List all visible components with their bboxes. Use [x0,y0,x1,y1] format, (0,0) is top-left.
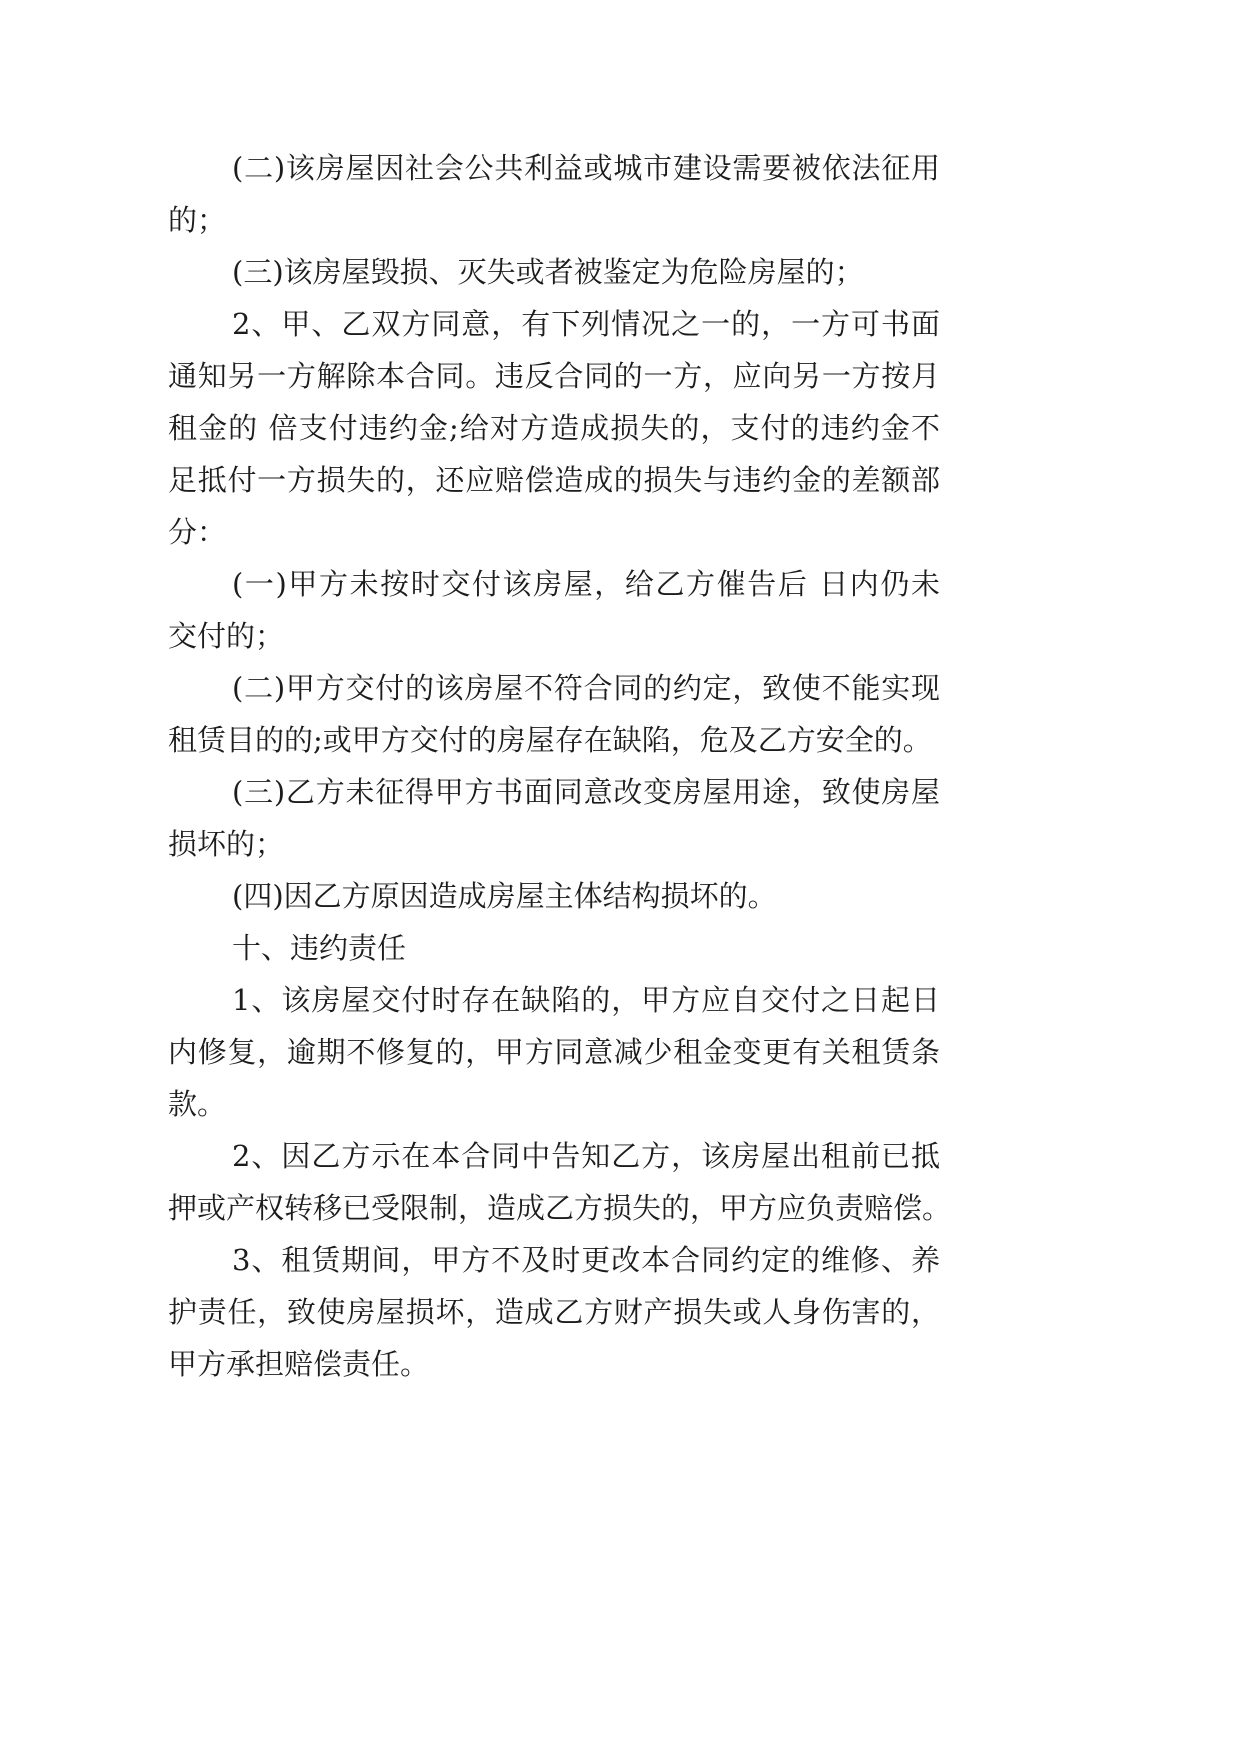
paragraph [168,662,1241,766]
text-line: 1、该房屋交付时存在缺陷的，甲方应自交付之日起日 [232,983,940,1017]
text-line: 租金的 倍支付违约金;给对方造成损失的，支付的违约金不 [168,411,940,445]
section-heading [168,922,1241,974]
paragraph [168,142,1241,246]
paragraph [168,974,1241,1130]
text-line: 损坏的； [168,827,285,861]
section-heading-text: 十、违约责任 [232,931,407,965]
paragraph [168,1130,1241,1234]
text-line: 内修复，逾期不修复的，甲方同意减少租金变更有关租赁条 [168,1035,940,1069]
paragraph [168,558,1241,662]
paragraph [168,766,1241,870]
text-line: (二)甲方交付的该房屋不符合同的约定，致使不能实现 [232,671,940,705]
text-line: 3、租赁期间，甲方不及时更改本合同约定的维修、养 [232,1243,940,1277]
text-line: 款。 [168,1087,227,1121]
text-line: 2、因乙方示在本合同中告知乙方，该房屋出租前已抵 [232,1139,940,1173]
text-line: (三)该房屋毁损、灭失或者被鉴定为危险房屋的； [232,255,864,289]
paragraph [168,1234,1241,1390]
text-line: (二)该房屋因社会公共利益或城市建设需要被依法征用 [232,151,940,185]
text-line: 的； [168,203,227,237]
text-line: 交付的； [168,619,285,653]
text-line: 通知另一方解除本合同。违反合同的一方，应向另一方按月 [168,359,940,393]
text-line: (四)因乙方原因造成房屋主体结构损坏的。 [232,879,777,913]
text-line: 租赁目的的;或甲方交付的房屋存在缺陷，危及乙方安全的。 [168,723,932,757]
paragraph [168,870,1241,922]
text-line: (一)甲方未按时交付该房屋，给乙方催告后 日内仍未 [232,567,940,601]
text-line: (三)乙方未征得甲方书面同意改变房屋用途，致使房屋 [232,775,940,809]
paragraph [168,298,1241,558]
paragraph [168,246,1241,298]
text-line: 甲方承担赔偿责任。 [168,1347,430,1381]
text-line: 2、甲、乙双方同意，有下列情况之一的，一方可书面 [232,307,940,341]
text-line: 足抵付一方损失的，还应赔偿造成的损失与违约金的差额部 [168,463,940,497]
text-line: 护责任，致使房屋损坏，造成乙方财产损失或人身伤害的， [168,1295,940,1329]
text-line: 分： [168,515,227,549]
text-line: 押或产权转移已受限制，造成乙方损失的，甲方应负责赔偿。 [168,1191,952,1225]
